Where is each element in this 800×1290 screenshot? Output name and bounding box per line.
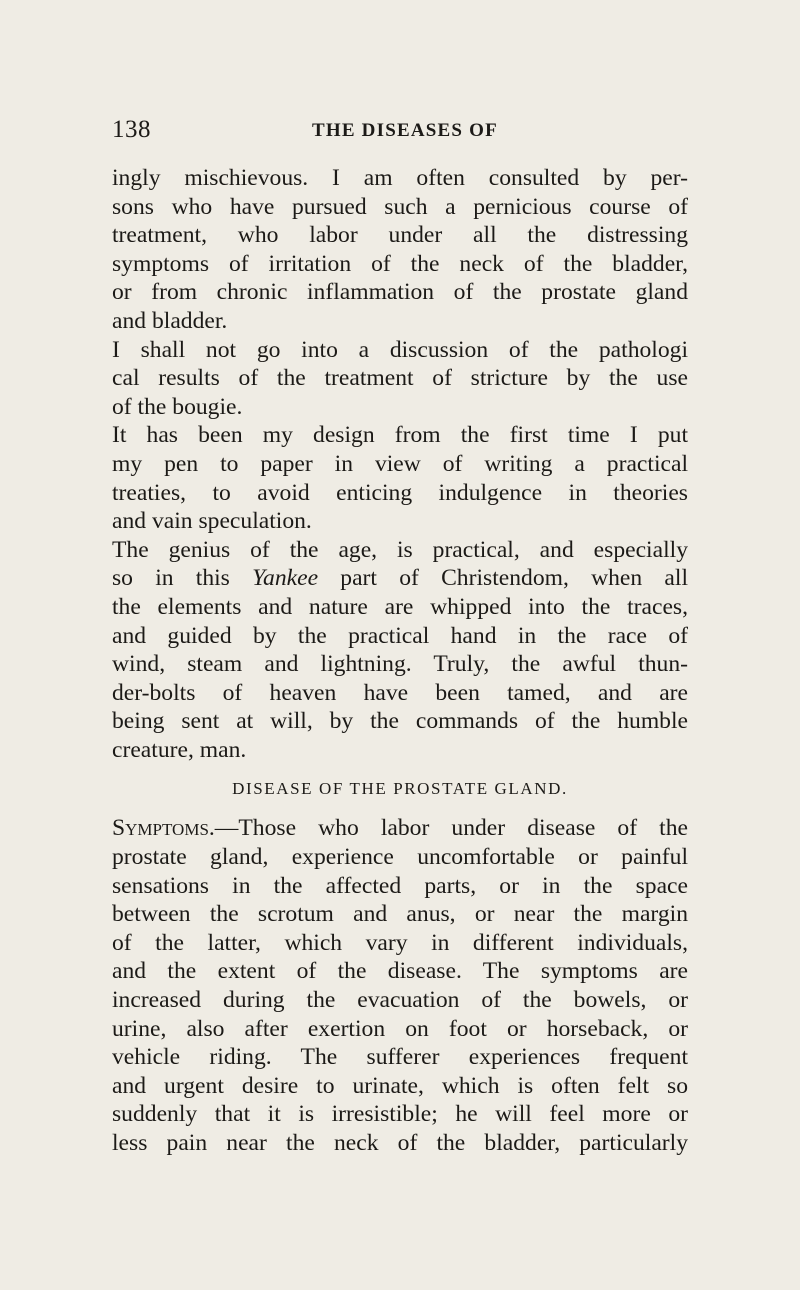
text-line: and guided by the practical hand in the race of	[112, 622, 688, 649]
text-line: prostate gland, experience uncomfortable or painful	[112, 844, 688, 871]
text-line: symptoms of irritation of the neck of the bladder,	[112, 250, 688, 277]
text-line: of the bougie.	[112, 393, 243, 420]
text-line: ingly mischievous. I am often consulted by per-	[112, 165, 688, 191]
text-line: I shall not go into a discussion of the pathologi	[112, 336, 688, 363]
text-line: cal results of the treatment of stricture by the use	[112, 365, 688, 392]
text-line: and urgent desire to urinate, which is often felt so	[112, 1072, 688, 1099]
text-line: and bladder.	[112, 307, 228, 334]
text-line: treatment, who labor under all the distressing	[112, 222, 688, 249]
text-line	[112, 814, 688, 843]
text-line	[112, 564, 688, 593]
text-line: of the latter, which vary in different individuals,	[112, 929, 688, 956]
section-heading: DISEASE OF THE PROSTATE GLAND.	[232, 779, 568, 799]
italic-word: Yankee	[252, 565, 319, 592]
text-line: treaties, to avoid enticing indulgence in theories	[112, 479, 688, 506]
paragraph	[112, 814, 688, 1157]
text-fragment: part of Christendom, when all	[318, 565, 688, 592]
text-fragment: —Those who labor under disease of the	[214, 815, 688, 842]
text-line: increased during the evacuation of the bowels, or	[112, 987, 688, 1014]
text-line: wind, steam and lightning. Truly, the awful thun-	[112, 651, 688, 678]
text-line: sons who have pursued such a pernicious course of	[112, 193, 688, 220]
text-line: less pain near the neck of the bladder, particularly	[112, 1130, 688, 1156]
text-line: It has been my design from the first time I put	[112, 422, 688, 449]
text-line: or from chronic inflammation of the prostate gland	[112, 279, 688, 306]
running-head: THE DISEASES OF	[312, 120, 498, 141]
page-number: 138	[112, 116, 151, 143]
text-line: creature, man.	[112, 736, 247, 763]
text-line: and vain speculation.	[112, 508, 312, 535]
text-line: between the scrotum and anus, or near the margin	[112, 901, 688, 928]
text-line: being sent at will, by the commands of the humble	[112, 708, 688, 735]
run-in-heading: Symptoms.	[112, 815, 215, 842]
text-line: suddenly that it is irresistible; he will feel more or	[112, 1101, 688, 1128]
text-line: the elements and nature are whipped into the traces,	[112, 593, 688, 620]
paragraph	[112, 536, 688, 765]
text-line: der-bolts of heaven have been tamed, and are	[112, 679, 688, 706]
text-line: and the extent of the disease. The symptoms are	[112, 958, 688, 985]
paragraph	[112, 164, 688, 336]
text-line: my pen to paper in view of writing a practical	[112, 450, 688, 477]
text-line: The genius of the age, is practical, and especially	[112, 536, 688, 563]
page-header	[112, 116, 688, 150]
paragraph	[112, 421, 688, 535]
paragraph	[112, 336, 688, 422]
text-fragment: so in this	[112, 565, 253, 592]
text-line: urine, also after exertion on foot or horseback, or	[112, 1015, 688, 1042]
body-text	[112, 164, 688, 1158]
text-line: vehicle riding. The sufferer experiences frequent	[112, 1044, 688, 1071]
text-line: sensations in the affected parts, or in the space	[112, 872, 688, 899]
